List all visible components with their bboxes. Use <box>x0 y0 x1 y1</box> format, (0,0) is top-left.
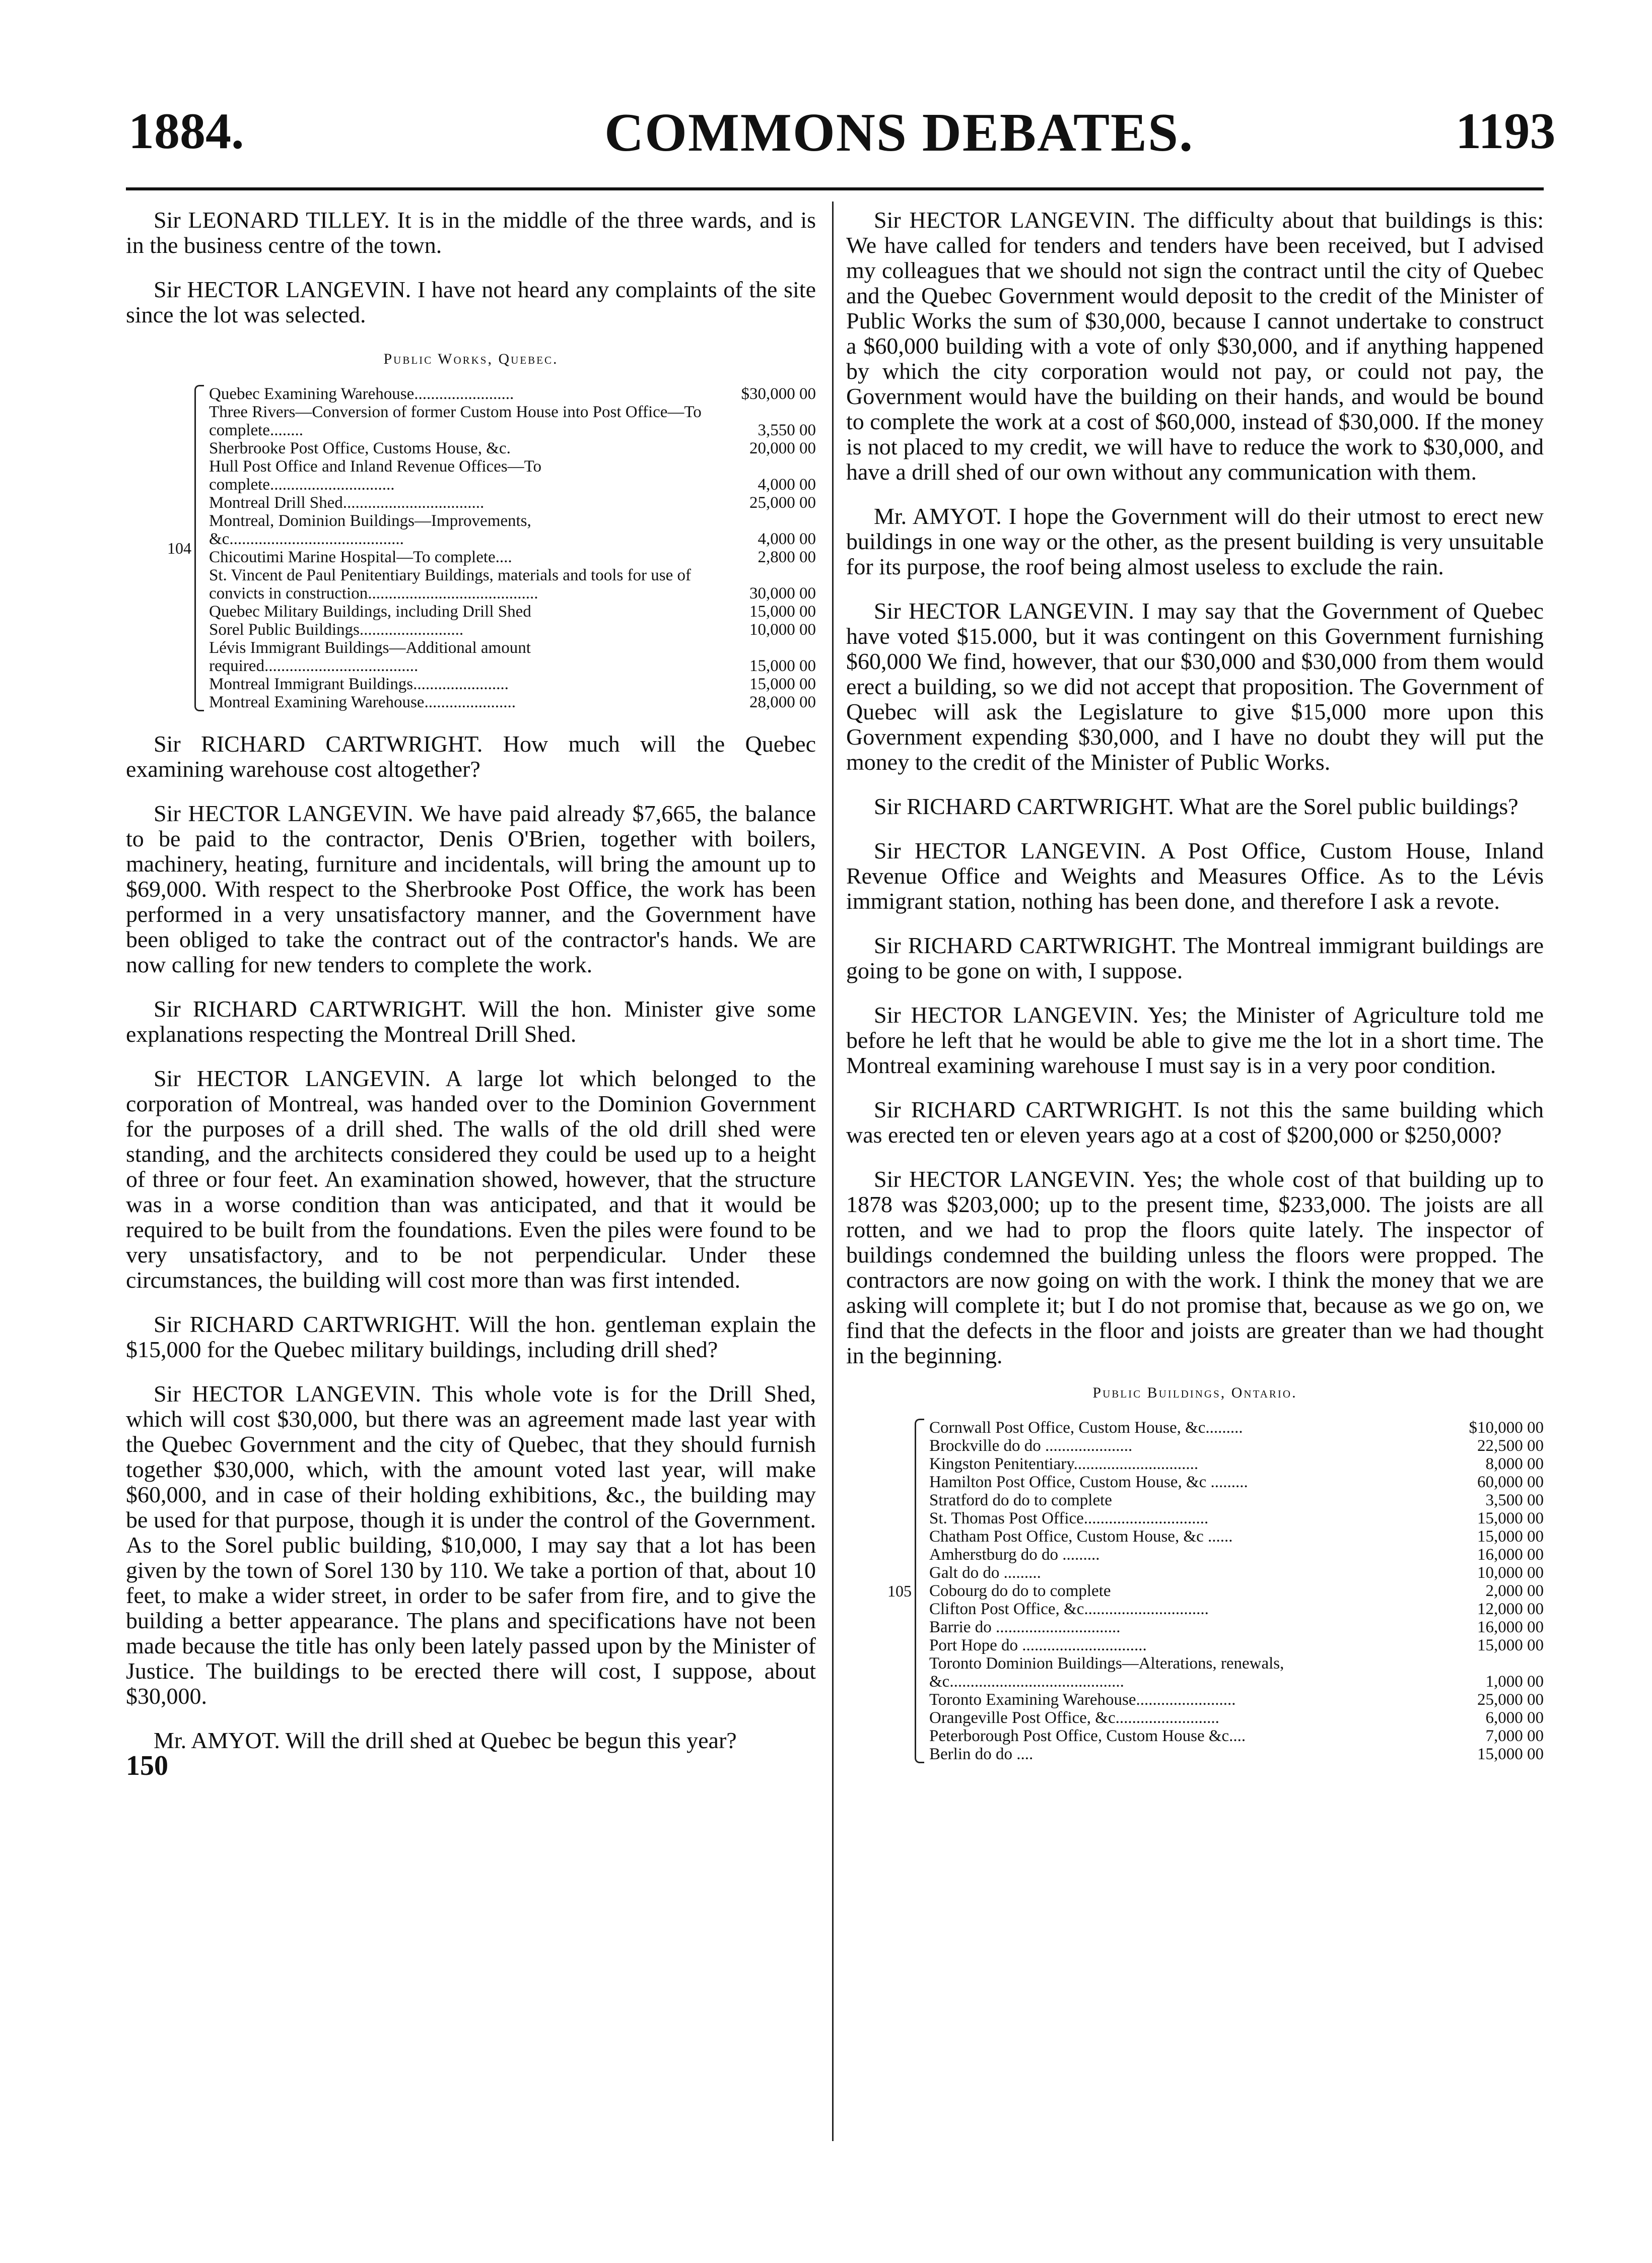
paragraph: Sir HECTOR LANGEVIN. I may say that the Government of Quebec have voted $15.000, but it was contingent on this Government furnishing $60,000 We find, however, that our $30,000 and $30,000 from them would erect a building, so we did not accept that proposition. The Government of Quebec will ask the Legislature to give $15,000 more upon this Government expending $30,000, and I have no doubt they will put the money to the credit of the Minister of Public Works. <box>846 598 1544 775</box>
vote-item-row <box>929 1691 1544 1709</box>
vote-item-row <box>209 548 816 566</box>
left-column <box>126 207 816 1781</box>
vote-item-amount: 15,000 00 <box>749 675 816 693</box>
vote-item-amount: 25,000 00 <box>749 494 816 512</box>
vote-item-label: Sorel Public Buildings......................... <box>209 621 464 639</box>
paragraph: Sir HECTOR LANGEVIN. I have not heard any complaints of the site since the lot was selected. <box>126 277 816 327</box>
vote-item-amount: 25,000 00 <box>1477 1691 1544 1709</box>
table-title: Public Buildings, Ontario. <box>1092 1384 1297 1401</box>
vote-item-label: Barrie do .............................. <box>929 1618 1121 1636</box>
vote-item-label: Clifton Post Office, &c.............................. <box>929 1600 1209 1618</box>
right-column <box>846 208 1544 1783</box>
paragraph: Sir HECTOR LANGEVIN. A large lot which belonged to the corporation of Montreal, was handed over to the Dominion Government for the purposes of a drill shed. The walls of the old drill shed were standing, and the architects considered they could be used up to a height of three or four feet. An examination showed, however, that the structure was in a worse condition than was anticipated, and that it would be required to be built from the foundations. Even the piles were found to be very unsatisfactory, and to be not perpendicular. Under these circumstances, the building will cost more than was first intended. <box>126 1066 816 1293</box>
paragraph: Mr. AMYOT. I hope the Government will do their utmost to erect new buildings in one way or the other, as the present building is very unsuitable for its purpose, the roof being almost useless to exclude the rain. <box>846 503 1544 579</box>
vote-item-row <box>929 1564 1544 1582</box>
vote-item-row <box>209 566 816 603</box>
vote-item-amount: 15,000 00 <box>749 603 816 621</box>
header-page-number: 1193 <box>1456 103 1556 160</box>
paragraph: Sir HECTOR LANGEVIN. A Post Office, Custom House, Inland Revenue Office and Weights and Measures Office. As to the Lévis immigrant station, nothing has been done, and therefore I ask a revote. <box>846 838 1544 914</box>
vote-item-row <box>209 385 816 403</box>
vote-number: 104 <box>167 539 191 557</box>
vote-item-row <box>929 1600 1544 1618</box>
vote-item-row <box>209 512 816 548</box>
header-title: COMMONS DEBATES. <box>604 103 1194 163</box>
vote-item-amount: 15,000 00 <box>749 657 816 675</box>
vote-item-amount: 12,000 00 <box>1477 1600 1544 1618</box>
vote-item-row <box>929 1509 1544 1527</box>
vote-item-label: Three Rivers—Conversion of former Custom House into Post Office—To complete........ <box>209 403 702 439</box>
vote-item-label: Quebec Examining Warehouse........................ <box>209 385 514 403</box>
paragraph: Sir RICHARD CARTWRIGHT. Will the hon. Minister give some explanations respecting the Montreal Drill Shed. <box>126 996 816 1047</box>
vote-item-label: Chatham Post Office, Custom House, &c ...... <box>929 1527 1233 1546</box>
paragraph: Sir RICHARD CARTWRIGHT. The Montreal immigrant buildings are going to be gone on with, I suppose. <box>846 933 1544 983</box>
vote-item-amount: $10,000 00 <box>1469 1419 1544 1437</box>
vote-item-row <box>209 603 816 621</box>
vote-item-label: Toronto Dominion Buildings—Alterations, renewals, &c.......................................... <box>929 1654 1284 1691</box>
vote-item-amount: 10,000 00 <box>749 621 816 639</box>
vote-item-label: Montreal Examining Warehouse...................... <box>209 693 516 711</box>
vote-item-label: Cornwall Post Office, Custom House, &c......... <box>929 1419 1243 1437</box>
vote-item-label: Orangeville Post Office, &c......................... <box>929 1709 1219 1727</box>
vote-item-label: Quebec Military Buildings, including Drill Shed <box>209 603 531 621</box>
vote-item-label: Chicoutimi Marine Hospital—To complete.... <box>209 548 512 566</box>
paragraph: Sir HECTOR LANGEVIN. The difficulty about that buildings is this: We have called for tenders and tenders have been received, but I advised my colleagues that we should not sign the contract until the city of Quebec and the Quebec Government would deposit to the credit of the Minister of Public Works the sum of $30,000, because I cannot undertake to construct a $60,000 building with a vote of only $30,000, and if anything happened by which the city corporation would not pay, or could not pay, the Government would have the building on their hands, and would be bound to complete the work at a cost of $60,000, instead of $30,000. If the money is not placed to my credit, we will have to reduce the work to $30,000, and have a drill shed of our own without any communication with them. <box>846 207 1544 485</box>
brace <box>194 385 204 711</box>
vote-item-label: Galt do do ......... <box>929 1564 1041 1582</box>
vote-item-amount: 8,000 00 <box>1485 1455 1544 1473</box>
paragraph: Sir RICHARD CARTWRIGHT. Is not this the same building which was erected ten or eleven years ago at a cost of $200,000 or $250,000? <box>846 1097 1544 1148</box>
paragraph: Sir RICHARD CARTWRIGHT. What are the Sorel public buildings? <box>874 793 1519 819</box>
folio-number: 150 <box>126 1750 168 1781</box>
vote-items <box>209 385 816 711</box>
vote-item-amount: 15,000 00 <box>1477 1509 1544 1527</box>
vote-item-amount: 60,000 00 <box>1477 1473 1544 1491</box>
vote-item-row <box>929 1473 1544 1491</box>
vote-item-label: St. Thomas Post Office.............................. <box>929 1509 1209 1527</box>
vote-item-row <box>929 1745 1544 1763</box>
vote-item-row <box>929 1618 1544 1636</box>
header-rule <box>126 187 1544 190</box>
paragraph: Sir HECTOR LANGEVIN. Yes; the whole cost of that building up to 1878 was $203,000; up to the present time, $233,000. The joists are all rotten, and we had to prop the floors quite lately. The inspector of buildings condemned the building unless the floors were propped. The contractors are now going on with the work. I think the money that we are asking will complete it; but I do not promise that, because as we go on, we find that the defects in the floor and joists are greater than we had thought in the beginning. <box>846 1166 1544 1368</box>
vote-item-amount: 3,550 00 <box>758 421 816 439</box>
vote-item-row <box>929 1727 1544 1745</box>
vote-item-row <box>209 457 816 494</box>
vote-item-label: Peterborough Post Office, Custom House &c.... <box>929 1727 1246 1745</box>
vote-item-label: Stratford do do to complete <box>929 1491 1112 1509</box>
vote-item-row <box>209 439 816 457</box>
vote-item-label: Toronto Examining Warehouse........................ <box>929 1691 1236 1709</box>
vote-item-amount: 1,000 00 <box>1485 1673 1544 1691</box>
header-year: 1884. <box>128 103 244 160</box>
paragraph: Sir HECTOR LANGEVIN. We have paid already $7,665, the balance to be paid to the contractor, Denis O'Brien, together with boilers, machinery, heating, furniture and incidentals, will bring the amount up to $69,000. With respect to the Sherbrooke Post Office, the work has been performed in a very unsatisfactory manner, and the Government have been obliged to take the contract out of the contractor's hands. We are now calling for new tenders to complete the work. <box>126 801 816 977</box>
paragraph: Sir LEONARD TILLEY. It is in the middle of the three wards, and is in the business centre of the town. <box>126 207 816 258</box>
vote-item-row <box>929 1527 1544 1546</box>
vote-item-row <box>209 494 816 512</box>
vote-item-amount: 4,000 00 <box>758 476 816 494</box>
vote-item-label: Brockville do do ..................... <box>929 1437 1133 1455</box>
vote-item-label: St. Vincent de Paul Penitentiary Buildings, materials and tools for use of convicts in construction......................................... <box>209 566 692 603</box>
vote-item-row <box>929 1455 1544 1473</box>
vote-item-row <box>929 1419 1544 1437</box>
brace <box>915 1419 924 1763</box>
vote-item-label: Port Hope do .............................. <box>929 1636 1147 1654</box>
paragraph: Sir RICHARD CARTWRIGHT. Will the hon. gentleman explain the $15,000 for the Quebec military buildings, including drill shed? <box>126 1311 816 1362</box>
vote-item-row <box>929 1636 1544 1654</box>
vote-table <box>126 385 816 711</box>
column-divider <box>832 202 834 2141</box>
vote-item-amount: 22,500 00 <box>1477 1437 1544 1455</box>
paragraph: Mr. AMYOT. Will the drill shed at Quebec be begun this year? <box>154 1727 737 1753</box>
vote-item-amount: 15,000 00 <box>1477 1527 1544 1546</box>
vote-item-label: Hull Post Office and Inland Revenue Offices—To complete.............................. <box>209 457 541 494</box>
vote-item-amount: 4,000 00 <box>758 530 816 548</box>
vote-item-row <box>929 1437 1544 1455</box>
vote-item-amount: 15,000 00 <box>1477 1636 1544 1654</box>
vote-table <box>846 1419 1544 1763</box>
vote-item-label: Cobourg do do to complete <box>929 1582 1111 1600</box>
vote-item-row <box>209 621 816 639</box>
vote-item-row <box>929 1709 1544 1727</box>
vote-item-row <box>929 1654 1544 1691</box>
vote-item-amount: 6,000 00 <box>1485 1709 1544 1727</box>
vote-item-amount: 2,000 00 <box>1485 1582 1544 1600</box>
vote-item-row <box>209 403 816 439</box>
vote-item-label: Kingston Penitentiary.............................. <box>929 1455 1199 1473</box>
vote-item-amount: $30,000 00 <box>741 385 816 403</box>
vote-item-amount: 20,000 00 <box>749 439 816 457</box>
paragraph: Sir RICHARD CARTWRIGHT. How much will the Quebec examining warehouse cost altogether? <box>126 731 816 782</box>
vote-item-label: Hamilton Post Office, Custom House, &c ......... <box>929 1473 1248 1491</box>
vote-item-amount: 7,000 00 <box>1485 1727 1544 1745</box>
vote-item-label: Lévis Immigrant Buildings—Additional amount required..................................... <box>209 639 531 675</box>
vote-item-row <box>929 1582 1544 1600</box>
vote-item-amount: 15,000 00 <box>1477 1745 1544 1763</box>
paragraph: Sir HECTOR LANGEVIN. This whole vote is for the Drill Shed, which will cost $30,000, but there was an agreement made last year with the Quebec Government and the city of Quebec, that they should furnish together $30,000, which, with the amount voted last year, will make $60,000, and in case of their holding exhibitions, &c., the building may be used for that purpose, though it is under the control of the Government. As to the Sorel public building, $10,000, I may say that a lot has been given by the town of Sorel 130 by 110. We take a portion of that, about 10 feet, to make a wider street, in order to be safer from fire, and to give the building a better appearance. The plans and specifications have not been made because the title has only been lately passed upon by the Minister of Justice. The buildings to be erected there will cost, I suppose, about $30,000. <box>126 1381 816 1709</box>
vote-item-amount: 28,000 00 <box>749 693 816 711</box>
vote-item-label: Montreal Drill Shed.................................. <box>209 494 485 512</box>
vote-item-amount: 30,000 00 <box>749 584 816 603</box>
vote-item-row <box>209 639 816 675</box>
vote-item-row <box>929 1491 1544 1509</box>
vote-item-label: Berlin do do .... <box>929 1745 1034 1763</box>
vote-item-label: Montreal, Dominion Buildings—Improvements, &c.......................................... <box>209 512 531 548</box>
vote-item-row <box>209 675 816 693</box>
vote-item-amount: 16,000 00 <box>1477 1546 1544 1564</box>
vote-item-amount: 16,000 00 <box>1477 1618 1544 1636</box>
vote-item-row <box>929 1546 1544 1564</box>
vote-item-row <box>209 693 816 711</box>
vote-item-amount: 2,800 00 <box>758 548 816 566</box>
vote-item-amount: 10,000 00 <box>1477 1564 1544 1582</box>
table-title: Public Works, Quebec. <box>383 351 559 367</box>
vote-item-label: Sherbrooke Post Office, Customs House, &c. <box>209 439 511 457</box>
vote-item-label: Montreal Immigrant Buildings....................... <box>209 675 509 693</box>
vote-item-label: Amherstburg do do ......... <box>929 1546 1100 1564</box>
paragraph: Sir HECTOR LANGEVIN. Yes; the Minister of Agriculture told me before he left that he would be able to give me the lot in a short time. The Montreal examining warehouse I must say is in a very poor condition. <box>846 1002 1544 1078</box>
vote-items <box>929 1419 1544 1763</box>
vote-item-amount: 3,500 00 <box>1485 1491 1544 1509</box>
vote-number: 105 <box>887 1582 912 1600</box>
